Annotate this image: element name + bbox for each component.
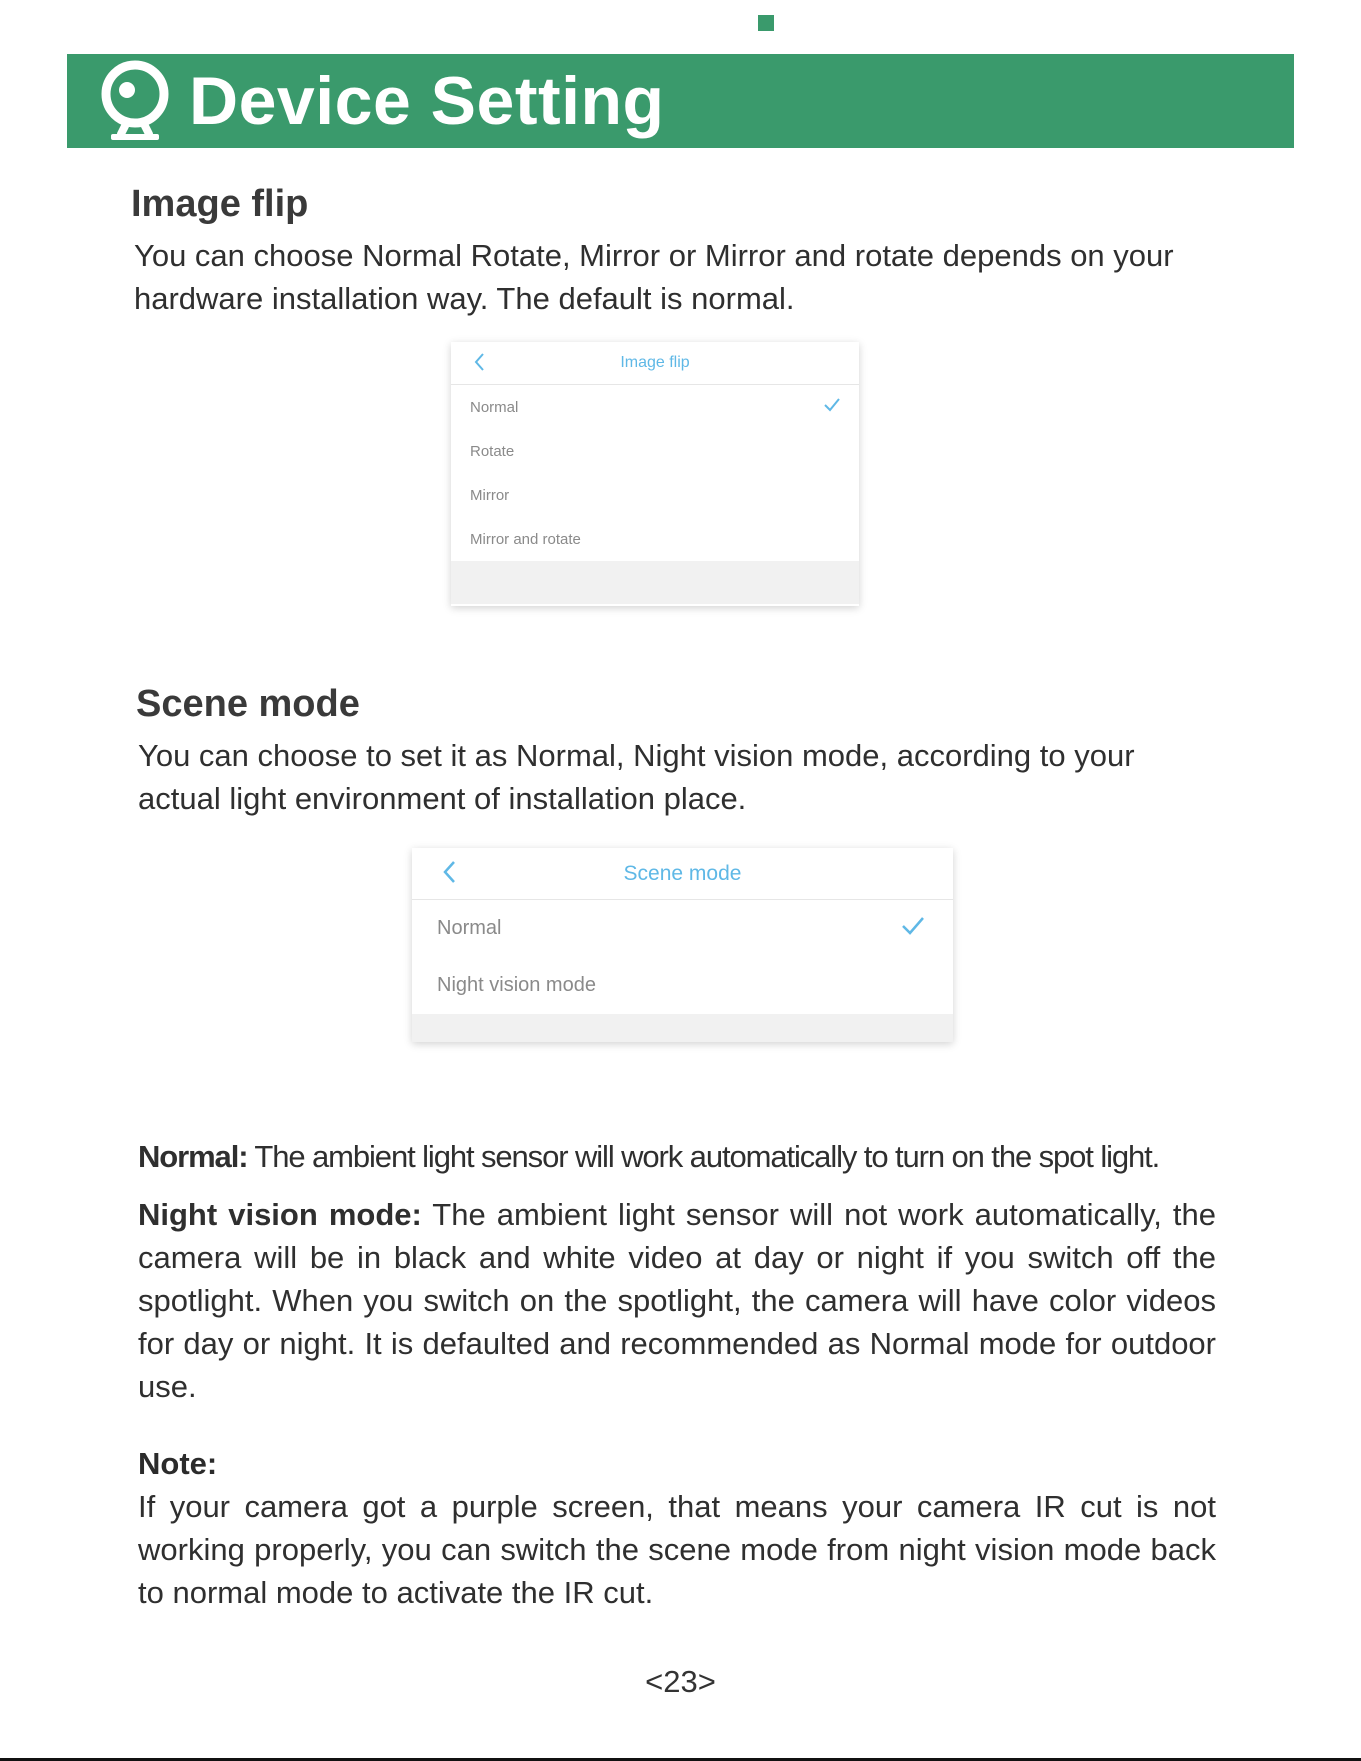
camera-icon [97,58,173,144]
image-flip-option-rotate[interactable] [451,429,859,473]
top-marker [758,15,774,31]
section-header [67,54,1294,148]
normal-mode-label: Normal: [138,1139,248,1174]
page-title: Device Setting [189,63,665,139]
panel-footer [451,561,859,604]
check-icon [823,397,841,413]
scene-mode-description: You can choose to set it as Normal, Night vision mode, according to your actual light environment of installation place. [138,738,1135,816]
image-flip-screen-header [451,342,859,385]
check-icon [901,915,925,937]
panel-footer [412,1014,953,1042]
image-flip-heading: Image flip [131,183,309,225]
night-vision-text: The ambient light sensor will not work automatically, the camera will be in black and white video at day or night if you switch off the spotlight. When you switch on the spotlight, the camera will have color videos for day or night. It is defaulted and recommended as Normal mode for outdoor use. [138,1197,1216,1404]
back-chevron-icon[interactable] [442,860,456,884]
image-flip-option-normal[interactable] [451,385,859,429]
scene-mode-option-normal[interactable] [412,900,953,957]
note-text: If your camera got a purple screen, that means your camera IR cut is not working properly, you can switch the scene mode from night vision mode back to normal mode to activate the IR cut. [138,1489,1216,1610]
scene-mode-option-night-vision[interactable] [412,957,953,1014]
image-flip-description: You can choose Normal Rotate, Mirror or Mirror and rotate depends on your hardware installation way. The default is normal. [134,238,1174,316]
image-flip-screen [451,342,859,606]
option-label: Normal [470,398,519,416]
night-vision-explanation [138,1193,1216,1408]
image-flip-option-mirror-rotate[interactable] [451,517,859,561]
normal-mode-text: The ambient light sensor will work automatically to turn on the spot light. [247,1139,1160,1174]
normal-mode-explanation [138,1135,1228,1178]
back-chevron-icon[interactable] [473,352,485,372]
night-vision-label: Night vision mode: [138,1197,422,1232]
note-heading: Note: [138,1446,218,1481]
image-flip-option-mirror[interactable] [451,473,859,517]
scene-mode-screen-header [412,848,953,900]
image-flip-screen-title: Image flip [620,354,690,371]
page-number: <23> [645,1664,716,1699]
option-label: Night vision mode [437,974,596,996]
option-label: Mirror [470,486,510,504]
scene-mode-screen-title: Scene mode [623,861,742,885]
option-label: Mirror and rotate [470,530,581,548]
option-label: Rotate [470,442,515,460]
option-label: Normal [437,917,502,939]
scene-mode-heading: Scene mode [136,683,360,725]
scene-mode-screen [412,848,953,1042]
